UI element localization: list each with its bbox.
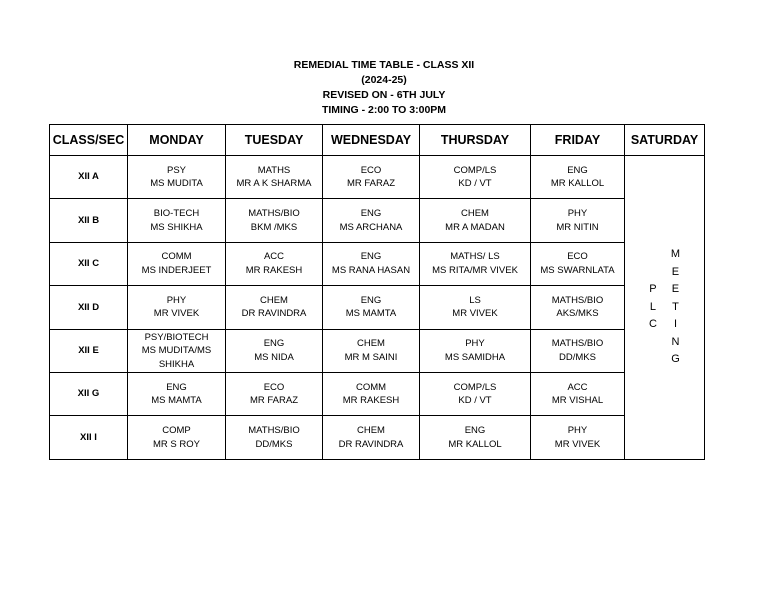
subject-text: ENG <box>360 208 382 220</box>
teacher-text: KD / VT <box>458 395 492 407</box>
period-cell <box>420 242 531 285</box>
subject-text: MATHS/BIO <box>248 208 300 220</box>
period-cell <box>323 372 420 415</box>
plc-letters <box>649 281 657 334</box>
teacher-text: MS INDERJEET <box>141 264 212 276</box>
subject-text: ENG <box>360 251 382 263</box>
table-row <box>50 372 705 415</box>
teacher-text: MR FARAZ <box>346 178 396 190</box>
period-cell <box>420 156 531 199</box>
header-timing: TIMING - 2:00 TO 3:00PM <box>321 104 447 116</box>
table-row <box>50 156 705 199</box>
class-section-cell: XII D <box>50 286 128 329</box>
vertical-letter: P <box>649 283 657 296</box>
subject-text: COMP/LS <box>453 381 497 393</box>
teacher-text: MR M SAINI <box>344 351 398 363</box>
period-cell <box>531 286 625 329</box>
teacher-text: AKS/MKS <box>556 308 599 320</box>
period-cell <box>531 329 625 372</box>
teacher-text: MR VISHAL <box>551 395 604 407</box>
column-header: MONDAY <box>128 125 226 156</box>
subject-text: MATHS/ LS <box>450 251 500 263</box>
period-cell <box>323 416 420 459</box>
subject-text: PSY <box>166 164 186 176</box>
class-section-cell: XII C <box>50 242 128 285</box>
vertical-letter: M <box>670 248 681 261</box>
subject-text: BIO-TECH <box>153 208 200 220</box>
subject-text: MATHS/BIO <box>551 294 604 306</box>
teacher-text: MR RAKESH <box>245 264 303 276</box>
class-section-cell: XII A <box>50 156 128 199</box>
class-section-cell: XII G <box>50 372 128 415</box>
header-title: REMEDIAL TIME TABLE - CLASS XII <box>293 59 475 71</box>
period-cell <box>420 199 531 242</box>
subject-text: PHY <box>166 294 187 306</box>
teacher-text: MS MUDITA <box>150 178 203 190</box>
teacher-text: MR VIVEK <box>153 308 200 320</box>
timetable <box>49 124 705 460</box>
subject-text: PHY <box>465 338 485 350</box>
teacher-text: MR A K SHARMA <box>236 178 312 190</box>
period-cell <box>226 199 323 242</box>
teacher-text: DR RAVINDRA <box>338 438 404 450</box>
period-cell <box>531 242 625 285</box>
period-cell <box>323 242 420 285</box>
teacher-text: MS SAMIDHA <box>444 351 506 363</box>
teacher-text: KD / VT <box>458 178 492 190</box>
period-cell <box>226 416 323 459</box>
period-cell <box>323 329 420 372</box>
subject-text: ECO <box>263 381 285 393</box>
vertical-letter: L <box>649 300 656 313</box>
teacher-text: MS SHIKHA <box>150 221 203 233</box>
subject-text: ENG <box>263 338 285 350</box>
subject-text: PHY <box>567 425 588 437</box>
column-header: WEDNESDAY <box>323 125 420 156</box>
subject-text: CHEM <box>260 294 288 306</box>
teacher-text: DR RAVINDRA <box>241 308 307 320</box>
period-cell <box>128 372 226 415</box>
subject-text: ECO <box>360 164 382 176</box>
teacher-text: MS MAMTA <box>345 308 397 320</box>
teacher-text: MR A MADAN <box>445 221 505 233</box>
column-header: FRIDAY <box>531 125 625 156</box>
teacher-text: MR S ROY <box>153 438 200 450</box>
period-cell <box>226 372 323 415</box>
teacher-text: MS MAMTA <box>151 395 202 407</box>
period-cell <box>531 156 625 199</box>
period-cell <box>531 416 625 459</box>
teacher-text: MS RANA HASAN <box>331 264 411 276</box>
teacher-text: MS SWARNLATA <box>540 264 615 276</box>
subject-text: MATHS/BIO <box>551 338 604 350</box>
header-session: (2024-25) <box>361 74 407 86</box>
subject-text: ENG <box>567 164 588 176</box>
subject-text: CHEM <box>461 208 489 220</box>
subject-text: MATHS <box>257 164 291 176</box>
header-revised-date: REVISED ON - 6TH JULY <box>322 89 446 101</box>
vertical-letter: C <box>648 318 657 331</box>
class-section-cell: XII E <box>50 329 128 372</box>
period-cell <box>323 199 420 242</box>
period-cell <box>128 156 226 199</box>
table-row <box>50 329 705 372</box>
subject-text: PHY <box>567 208 588 220</box>
vertical-letter: I <box>673 318 677 331</box>
table-row <box>50 286 705 329</box>
teacher-text: MS RITA/MR VIVEK <box>432 264 518 276</box>
class-section-cell: XII B <box>50 199 128 242</box>
period-cell <box>420 286 531 329</box>
period-cell <box>420 329 531 372</box>
plc-meeting-vertical-text <box>625 246 704 369</box>
timetable-header <box>0 58 768 118</box>
period-cell <box>128 242 226 285</box>
column-header: TUESDAY <box>226 125 323 156</box>
subject-text: ENG <box>166 381 187 393</box>
teacher-text: MR KALLOL <box>550 178 605 190</box>
column-header: SATURDAY <box>625 125 705 156</box>
subject-text: CHEM <box>357 425 385 437</box>
teacher-text: MR NITIN <box>556 221 599 233</box>
subject-text: PSY/BIOTECH <box>144 331 209 343</box>
class-section-cell: XII I <box>50 416 128 459</box>
column-header: THURSDAY <box>420 125 531 156</box>
vertical-letter: T <box>672 300 679 313</box>
period-cell <box>531 199 625 242</box>
table-row <box>50 242 705 285</box>
subject-text: COMM <box>355 381 387 393</box>
vertical-letter: N <box>671 335 680 348</box>
vertical-letter: E <box>671 265 680 278</box>
period-cell <box>226 156 323 199</box>
table-row <box>50 199 705 242</box>
vertical-letter: G <box>671 353 680 366</box>
table-body <box>50 156 705 460</box>
subject-text: COMP <box>162 425 191 437</box>
teacher-text: MS NIDA <box>254 351 294 363</box>
period-cell <box>128 199 226 242</box>
period-cell <box>226 329 323 372</box>
meeting-letters <box>671 246 680 369</box>
period-cell <box>128 286 226 329</box>
teacher-text: MS MUDITA/MS <box>141 345 212 356</box>
subject-text: ACC <box>263 251 285 263</box>
subject-text: MATHS/BIO <box>248 425 300 437</box>
teacher-text: MR VIVEK <box>452 308 498 320</box>
column-header: CLASS/SEC <box>50 125 128 156</box>
period-cell <box>226 286 323 329</box>
subject-text: ENG <box>464 425 486 437</box>
saturday-plc-meeting-cell <box>625 156 705 460</box>
period-cell <box>420 416 531 459</box>
subject-text: CHEM <box>357 338 385 350</box>
subject-text: COMP/LS <box>453 164 497 176</box>
teacher-text: SHIKHA <box>158 358 195 370</box>
subject-text: ECO <box>567 251 588 263</box>
subject-text: LS <box>469 294 481 306</box>
teacher-text: MS ARCHANA <box>339 221 403 233</box>
subject-text: COMM <box>161 251 192 263</box>
teacher-text: MR RAKESH <box>342 395 400 407</box>
subject-text: ENG <box>360 294 382 306</box>
table-row <box>50 416 705 459</box>
period-cell <box>323 156 420 199</box>
teacher-text: BKM /MKS <box>250 221 298 233</box>
vertical-letter: E <box>671 283 680 296</box>
teacher-text: DD/MKS <box>255 438 293 450</box>
teacher-text: MR FARAZ <box>249 395 299 407</box>
period-cell <box>420 372 531 415</box>
teacher-text: MR KALLOL <box>448 438 502 450</box>
subject-text: ACC <box>567 381 588 393</box>
period-cell <box>128 416 226 459</box>
table-header-row <box>50 125 705 156</box>
period-cell <box>226 242 323 285</box>
period-cell <box>323 286 420 329</box>
period-cell <box>128 329 226 372</box>
teacher-text: DD/MKS <box>559 351 596 363</box>
period-cell <box>531 372 625 415</box>
teacher-text: MR VIVEK <box>554 438 601 450</box>
